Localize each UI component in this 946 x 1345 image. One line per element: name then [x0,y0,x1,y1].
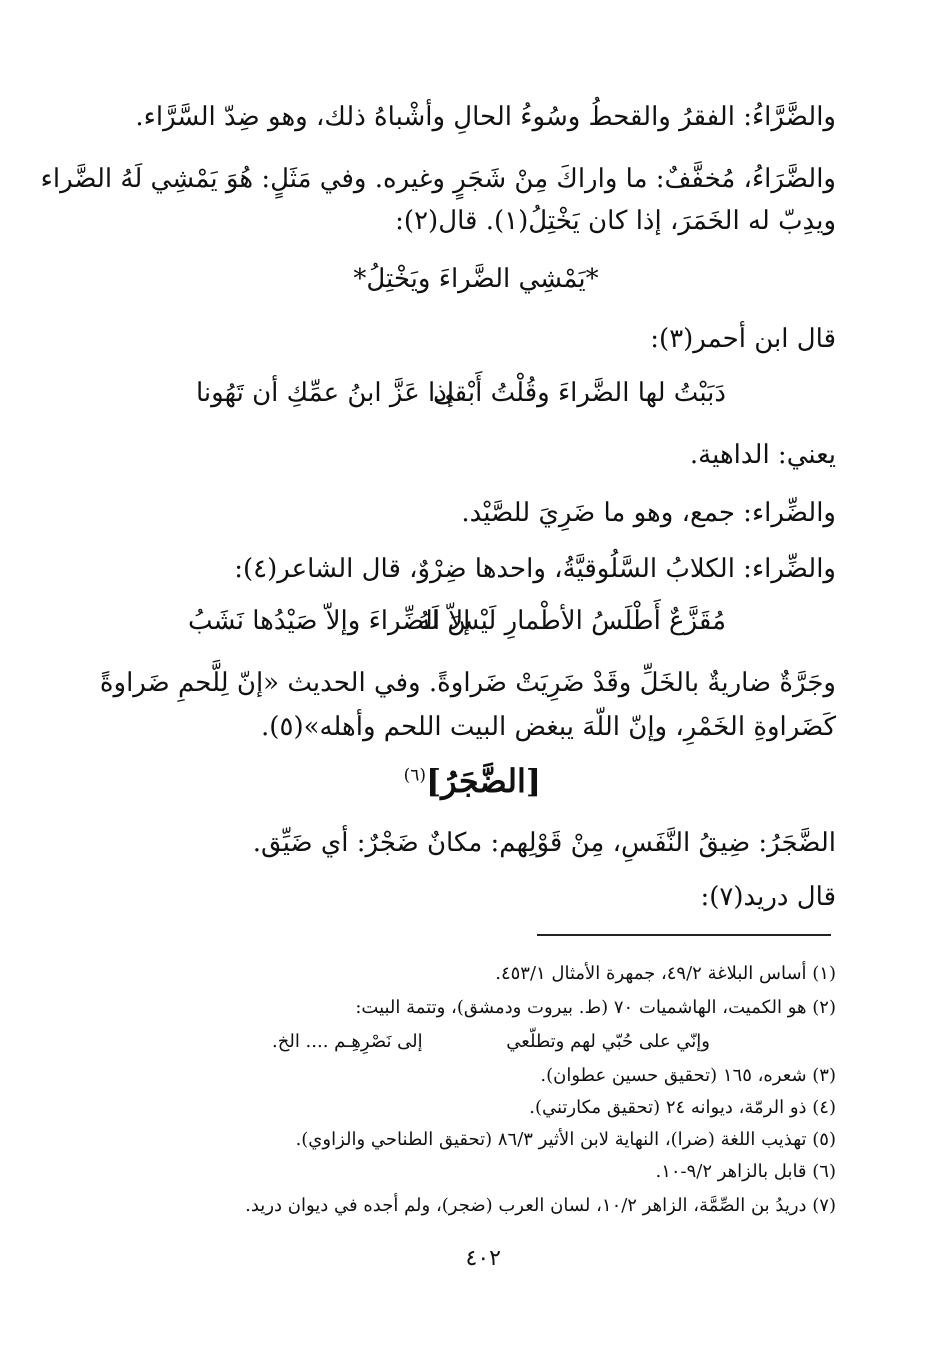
page-number: ٤٠٢ [465,1246,501,1271]
body-line-11: قال دريد(٧): [700,882,836,912]
footnote-7: (٧) دريدُ بن الصِّمَّة، الزاهر ١٠/٢، لسان العرب (ضجر)، ولم أجده في ديوان دريد. [245,1195,836,1216]
footnote-6: (٦) قابل بالزاهر ٩/٢-١٠. [655,1161,836,1182]
verse-2-second-hemistich: إلاّ الضِّراءَ وإلاّ صَيْدُها نَشَبُ [188,606,471,636]
footnote-2-verse-second: إلى نَصْرِهِـم .... الخ. [272,1031,423,1052]
body-line-10: الضَّجَرُ: ضِيقُ النَّفَسِ، مِنْ قَوْلِهم: مكانٌ ضَجْرٌ: أي ضَيِّق. [252,828,836,858]
verse-1-first-hemistich: دَبَبْتُ لها الضَّراءَ وقُلْتُ أَبْقى [433,378,726,408]
hemistich-quote: *يَمْشِي الضَّراءَ ويَخْتِلُ* [353,264,599,294]
body-line-6: والضِّراء: جمع، وهو ما ضَرِيَ للصَّيْد. [461,498,836,528]
body-line-9: كَضَراوةِ الخَمْرِ، وإنّ اللّهَ يبغض البيت اللحم وأهله»(٥). [261,712,836,742]
footnote-2: (٢) هو الكميت، الهاشميات ٧٠ (ط. بيروت ودمشق)، وتتمة البيت: [355,997,836,1018]
footnote-2-verse-first: وإنّي على حُبّي لهم وتطلّعي [506,1031,710,1052]
footnote-4: (٤) ذو الرمّة، ديوانه ٢٤ (تحقيق مكارتني). [529,1097,836,1118]
body-line-4: قال ابن أحمر(٣): [650,324,836,354]
entry-heading-note: (٦) [403,765,427,786]
body-line-8: وجَرَّةٌ ضاريةٌ بالخَلِّ وقَدْ ضَرِيَتْ ضَراوةً. وفي الحديث «إنّ لِلَّحمِ ضَراوةً [99,668,836,698]
verse-2-first-hemistich: مُقَزَّعٌ أَطْلَسُ الأطْمارِ لَيْسَ لَهُ [417,606,726,636]
body-line-7: والضِّراء: الكلابُ السَّلُوقيَّةُ، واحدها ضِرْوٌ، قال الشاعر(٤): [234,554,836,584]
body-line-3: ويدِبّ له الخَمَرَ، إذا كان يَخْتِلُ(١). قال(٢): [395,206,836,236]
verse-1-second-hemistich: إذا عَزَّ ابنُ عمِّكِ أن تَهُونا [196,378,455,408]
body-line-1: والضَّرَّاءُ: الفقرُ والقحطُ وسُوءُ الحالِ وأشْباهُ ذلك، وهو ضِدّ السَّرَّاء. [135,102,836,132]
entry-heading-title: [الضَّجَرُ] [426,762,541,800]
body-line-5: يعني: الداهية. [689,440,836,470]
footnote-5: (٥) تهذيب اللغة (ضرا)، النهاية لابن الأثير ٨٦/٣ (تحقيق الطناحي والزاوي). [295,1129,836,1150]
entry-heading [404,762,541,800]
body-line-2: والضَّرَاءُ، مُخفَّفٌ: ما واراكَ مِنْ شَجَرٍ وغيره. وفي مَثَلٍ: هُوَ يَمْشِي لَهُ الضَّراء [40,164,836,194]
footnote-3: (٣) شعره، ١٦٥ (تحقيق حسين عطوان). [540,1065,836,1086]
footnote-separator [537,934,831,936]
footnote-1: (١) أساس البلاغة ٤٩/٢، جمهرة الأمثال ٤٥٣/١. [495,963,836,984]
